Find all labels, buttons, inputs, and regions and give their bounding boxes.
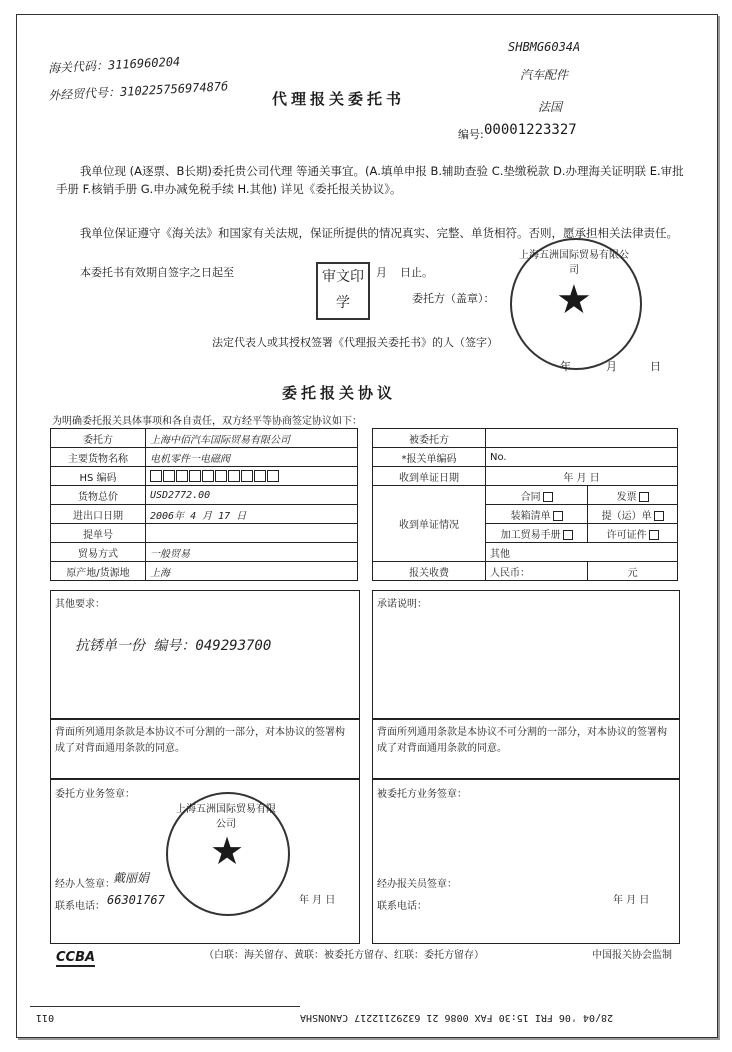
bill-checkbox[interactable]: [654, 511, 664, 521]
label-goods-name: 主要货物名称: [51, 448, 146, 467]
fee-currency: 人民币：: [486, 562, 588, 581]
commitment-label: 承诺说明：: [377, 599, 427, 610]
terms-left-box: [50, 718, 360, 780]
label-receipt-date: 收到单证日期: [373, 467, 486, 486]
company-seal-upper: ★ 上海五洲国际贸易有限公司: [510, 238, 642, 370]
agent-signature-box: [372, 778, 680, 944]
label-total-price: 货物总价: [51, 486, 146, 505]
seal-star-icon: ★: [556, 277, 592, 323]
left-date: 年 月 日: [299, 895, 336, 906]
entrust-paragraph-2: 我单位保证遵守《海关法》和国家有关法规，保证所提供的情况真实、完整、单货相符。否则，愿承担相关法律责任。: [80, 226, 678, 240]
agent-signature-label: 被委托方业务签章：: [377, 789, 467, 800]
value-trade-mode: 一般贸易: [146, 543, 358, 562]
agent-phone-label: 联系电话：: [377, 901, 427, 912]
letter-month: 月: [606, 360, 617, 373]
doc-bill: 提（运）单: [588, 505, 678, 524]
document-number: 00001223327: [484, 122, 577, 138]
contract-checkbox[interactable]: [543, 492, 553, 502]
value-import-date: 2006年 4 月 17 日: [146, 505, 358, 524]
processing-manual-checkbox[interactable]: [563, 530, 573, 540]
value-total-price: USD2772.00: [146, 486, 358, 505]
other-requirements-value: 抗锈单一份 编号：049293700: [75, 638, 272, 654]
right-date: 年 月 日: [613, 895, 650, 906]
value-declaration-no: No.: [486, 448, 678, 467]
packing-list-checkbox[interactable]: [553, 511, 563, 521]
label-hs-code: HS 编码: [51, 467, 146, 486]
principal-table: [50, 428, 358, 581]
fee-unit: 元: [588, 562, 678, 581]
validity-end: 日止。: [400, 266, 433, 279]
agreement-intro: 为明确委托报关具体事项和各自责任，双方经平等协商签定协议如下：: [52, 416, 362, 427]
value-bill-no: [146, 524, 358, 543]
other-requirements-box: [50, 590, 360, 720]
terms-left: 背面所列通用条款是本协议不可分割的一部分，对本协议的签署构成了对背面通用条款的同意。: [55, 727, 345, 754]
value-goods-name: 电机零件一电磁阀: [146, 448, 358, 467]
phone-label: 联系电话：: [55, 901, 105, 912]
license-checkbox[interactable]: [649, 530, 659, 540]
principal-seal-label: 委托方（盖章）：: [412, 292, 495, 305]
number-label: 编号:: [458, 128, 484, 141]
label-principal: 委托方: [51, 429, 146, 448]
letter-day: 日: [650, 360, 661, 373]
doc-invoice: 发票: [588, 486, 678, 505]
phone-value: 66301767: [107, 893, 165, 907]
commitment-box: [372, 590, 680, 720]
label-declaration-no: *报关单编码: [373, 448, 486, 467]
doc-contract: 合同: [486, 486, 588, 505]
fax-divider: [30, 1006, 300, 1007]
handwritten-goods: 汽车配件: [520, 68, 569, 82]
company-seal-lower: ★ 上海五洲国际贸易有限公司: [166, 792, 290, 916]
label-bill-no: 提单号: [51, 524, 146, 543]
value-receipt-date: 年 月 日: [486, 467, 678, 486]
handwritten-customs-code: 海关代码：3116960204: [47, 54, 181, 76]
doc-license: 许可证件: [588, 524, 678, 543]
label-origin: 原产地/货源地: [51, 562, 146, 581]
label-fee: 报关收费: [373, 562, 486, 581]
principal-signature-label: 委托方业务签章：: [55, 789, 135, 800]
doc-packing-list: 装箱清单: [486, 505, 588, 524]
fax-page: 011: [36, 1012, 55, 1023]
validity-text: 本委托书有效期自签字之日起至: [80, 266, 234, 279]
entrust-paragraph-1: 我单位现 (A逐票、B长期)委托贵公司代理 等通关事宜。(A.填单申报 B.辅助查验 C.垫缴税款 D.办理海关证明联 E.审批手册 F.核销手册 G.申办减免税手续 H.其他) 详见《委托报关协议》。: [56, 164, 684, 196]
letter-year: 年: [560, 360, 571, 373]
handwritten-code: SHBMG6034A: [508, 40, 581, 54]
label-agent: 被委托方: [373, 429, 486, 448]
agreement-title: 委托报关协议: [282, 384, 397, 402]
invoice-checkbox[interactable]: [639, 492, 649, 502]
terms-right-box: [372, 718, 680, 780]
seal-star-icon: ★: [210, 829, 245, 873]
handwritten-country: 法国: [538, 100, 563, 114]
agent-handler-label: 经办报关员签章：: [377, 879, 457, 890]
value-principal: 上海中佰汽车国际贸易有限公司: [146, 429, 358, 448]
fax-header: 28/04 '06 FRI 15:30 FAX 0086 21 63292112217 CANONSHA: [300, 1012, 614, 1023]
authorized-signer-line: 法定代表人或其授权签署《代理报关委托书》的人（签字）: [212, 336, 498, 349]
label-import-date: 进出口日期: [51, 505, 146, 524]
value-origin: 上海: [146, 562, 358, 581]
square-stamp: 审文印学: [316, 262, 370, 320]
doc-processing-manual: 加工贸易手册: [486, 524, 588, 543]
supervisor: 中国报关协会监制: [592, 950, 672, 961]
handwritten-trade-code: 外经贸代号：31022575697487б: [47, 79, 229, 103]
terms-right: 背面所列通用条款是本协议不可分割的一部分，对本协议的签署构成了对背面通用条款的同意。: [377, 727, 667, 754]
entrust-letter-title: 代理报关委托书: [272, 90, 406, 108]
ccba-logo: CCBA: [56, 950, 96, 965]
doc-other: 其他: [486, 543, 678, 562]
value-hs-code-boxes: [146, 467, 358, 486]
other-requirements-label: 其他要求：: [55, 599, 105, 610]
validity-month: 月: [376, 266, 387, 279]
copies-note: （白联：海关留存、黄联：被委托方留存、红联：委托方留存）: [204, 950, 484, 961]
label-trade-mode: 贸易方式: [51, 543, 146, 562]
label-receipt-status: 收到单证情况: [373, 486, 486, 562]
agent-table: [372, 428, 678, 581]
handler-signature: 戴丽娟: [113, 871, 150, 885]
handler-label: 经办人签章：: [55, 879, 115, 890]
